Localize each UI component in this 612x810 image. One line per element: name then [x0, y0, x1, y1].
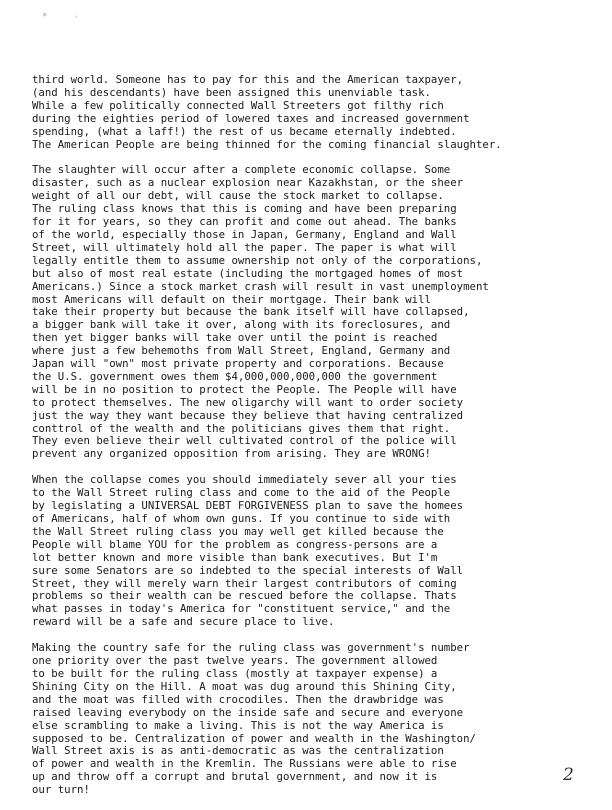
- text-line: to be built for the ruling class (mostly at taxpayer expense) a: [32, 666, 438, 680]
- text-line: The ruling class knows that this is coming and have been preparing: [32, 202, 457, 216]
- text-line: weight of all our debt, will cause the stock market to collapse.: [32, 189, 444, 203]
- paragraph-3: [32, 474, 592, 629]
- text-line: problems so their wealth can be rescued before the collapse. Thats: [32, 589, 457, 603]
- text-line: the U.S. government owes them $4,000,000,000,000 the government: [32, 369, 438, 383]
- document-body: [32, 74, 592, 810]
- text-line: reward will be a safe and secure place to live.: [32, 615, 335, 629]
- text-line: The slaughter will occur after a complete economic collapse. Some: [32, 163, 451, 177]
- text-line: sure some Senators are so indebted to the special interests of Wall: [32, 563, 464, 577]
- text-line: spending, (what a laff!) the rest of us became eternally indebted.: [32, 124, 457, 138]
- text-line: supposed to be. Centralization of power and wealth in the Washington/: [32, 731, 476, 745]
- text-line: (and his descendants) have been assigned this unenviable task.: [32, 85, 431, 99]
- text-line: during the eighties period of lowered taxes and increased government: [32, 111, 470, 125]
- text-line: When the collapse comes you should immediately sever all your ties: [32, 473, 457, 487]
- text-line: of power and wealth in the Kremlin. The Russians were able to rise: [32, 757, 457, 771]
- text-line: Making the country safe for the ruling class was government's number: [32, 641, 470, 655]
- text-line: what passes in today's America for "constituent service," and the: [32, 602, 451, 616]
- paragraph-4: [32, 642, 592, 797]
- text-line: raised leaving everybody on the inside safe and secure and everyone: [32, 705, 464, 719]
- text-line: lot better known and more visible than bank executives. But I'm: [32, 550, 438, 564]
- text-line: then yet bigger banks will take over until the point is reached: [32, 331, 438, 345]
- text-line: Americans.) Since a stock market crash will result in vast unemployment: [32, 279, 489, 293]
- text-line: Japan will "own" most private property and corporations. Because: [32, 357, 444, 371]
- text-line: but also of most real estate (including the mortgaged homes of most: [32, 266, 464, 280]
- text-line: People will blame YOU for the problem as congress-persons are a: [32, 537, 438, 551]
- text-line: and the moat was filled with crocodiles. Then the drawbridge was: [32, 692, 444, 706]
- text-line: up and throw off a corrupt and brutal government, and now it is: [32, 770, 438, 784]
- paragraph-1: [32, 74, 592, 151]
- text-line: They even believe their well cultivated control of the police will: [32, 434, 457, 448]
- text-line: Street, will ultimately hold all the paper. The paper is what will: [32, 240, 457, 254]
- text-line: conttrol of the wealth and the politicians gives them that right.: [32, 421, 451, 435]
- text-line: of Americans, half of whom own guns. If you continue to side with: [32, 512, 451, 525]
- text-line: one priority over the past twelve years. The government allowed: [32, 654, 438, 668]
- text-line: just the way they want because they believe that having centralized: [32, 408, 464, 422]
- text-line: disaster, such as a nuclear explosion near Kazakhstan, or the sheer: [32, 176, 464, 190]
- text-line: where just a few behemoths from Wall Street, England, Germany and: [32, 344, 451, 358]
- text-line: take their property but because the bank itself will have collapsed,: [32, 305, 470, 319]
- scan-mark: `: [74, 16, 80, 26]
- text-line: While a few politically connected Wall Streeters got filthy rich: [32, 98, 444, 112]
- text-line: for it for years, so they can profit and come out ahead. The banks: [32, 215, 457, 229]
- text-line: most Americans will default on their mortgage. Their bank will: [32, 292, 431, 306]
- text-line: Shining City on the Hill. A moat was dug around this Shining City,: [32, 679, 457, 693]
- text-line: The American People are being thinned for the coming financial slaughter.: [32, 137, 502, 151]
- page-number: 2: [563, 765, 574, 785]
- text-line: a bigger bank will take it over, along with its foreclosures, and: [32, 318, 451, 332]
- text-line: will be in no position to protect the People. The People will have: [32, 382, 457, 396]
- text-line: Wall Street axis is as anti-democratic as was the centralization: [32, 744, 444, 758]
- text-line: our turn!: [32, 783, 90, 797]
- text-line: else scrambling to make a living. This is not the way America is: [32, 718, 444, 732]
- text-line: third world. Someone has to pay for this and the American taxpayer,: [32, 73, 464, 86]
- scan-mark: *: [42, 12, 48, 22]
- text-line: legally entitle them to assume ownership not only of the corporations,: [32, 253, 483, 267]
- text-line: to the Wall Street ruling class and come to the aid of the People: [32, 486, 451, 500]
- text-line: by legislating a UNIVERSAL DEBT FORGIVENESS plan to save the homees: [32, 499, 464, 513]
- text-line: of the world, especially those in Japan, Germany, England and Wall: [32, 227, 457, 241]
- text-line: the Wall Street ruling class you may well get killed because the: [32, 524, 444, 538]
- paragraph-2: [32, 164, 592, 461]
- text-line: Street, they will merely warn their largest contributors of coming: [32, 576, 457, 590]
- text-line: to protect themselves. The new oligarchy will want to order society: [32, 395, 464, 409]
- text-line: prevent any organized opposition from arising. They are WRONG!: [32, 447, 431, 461]
